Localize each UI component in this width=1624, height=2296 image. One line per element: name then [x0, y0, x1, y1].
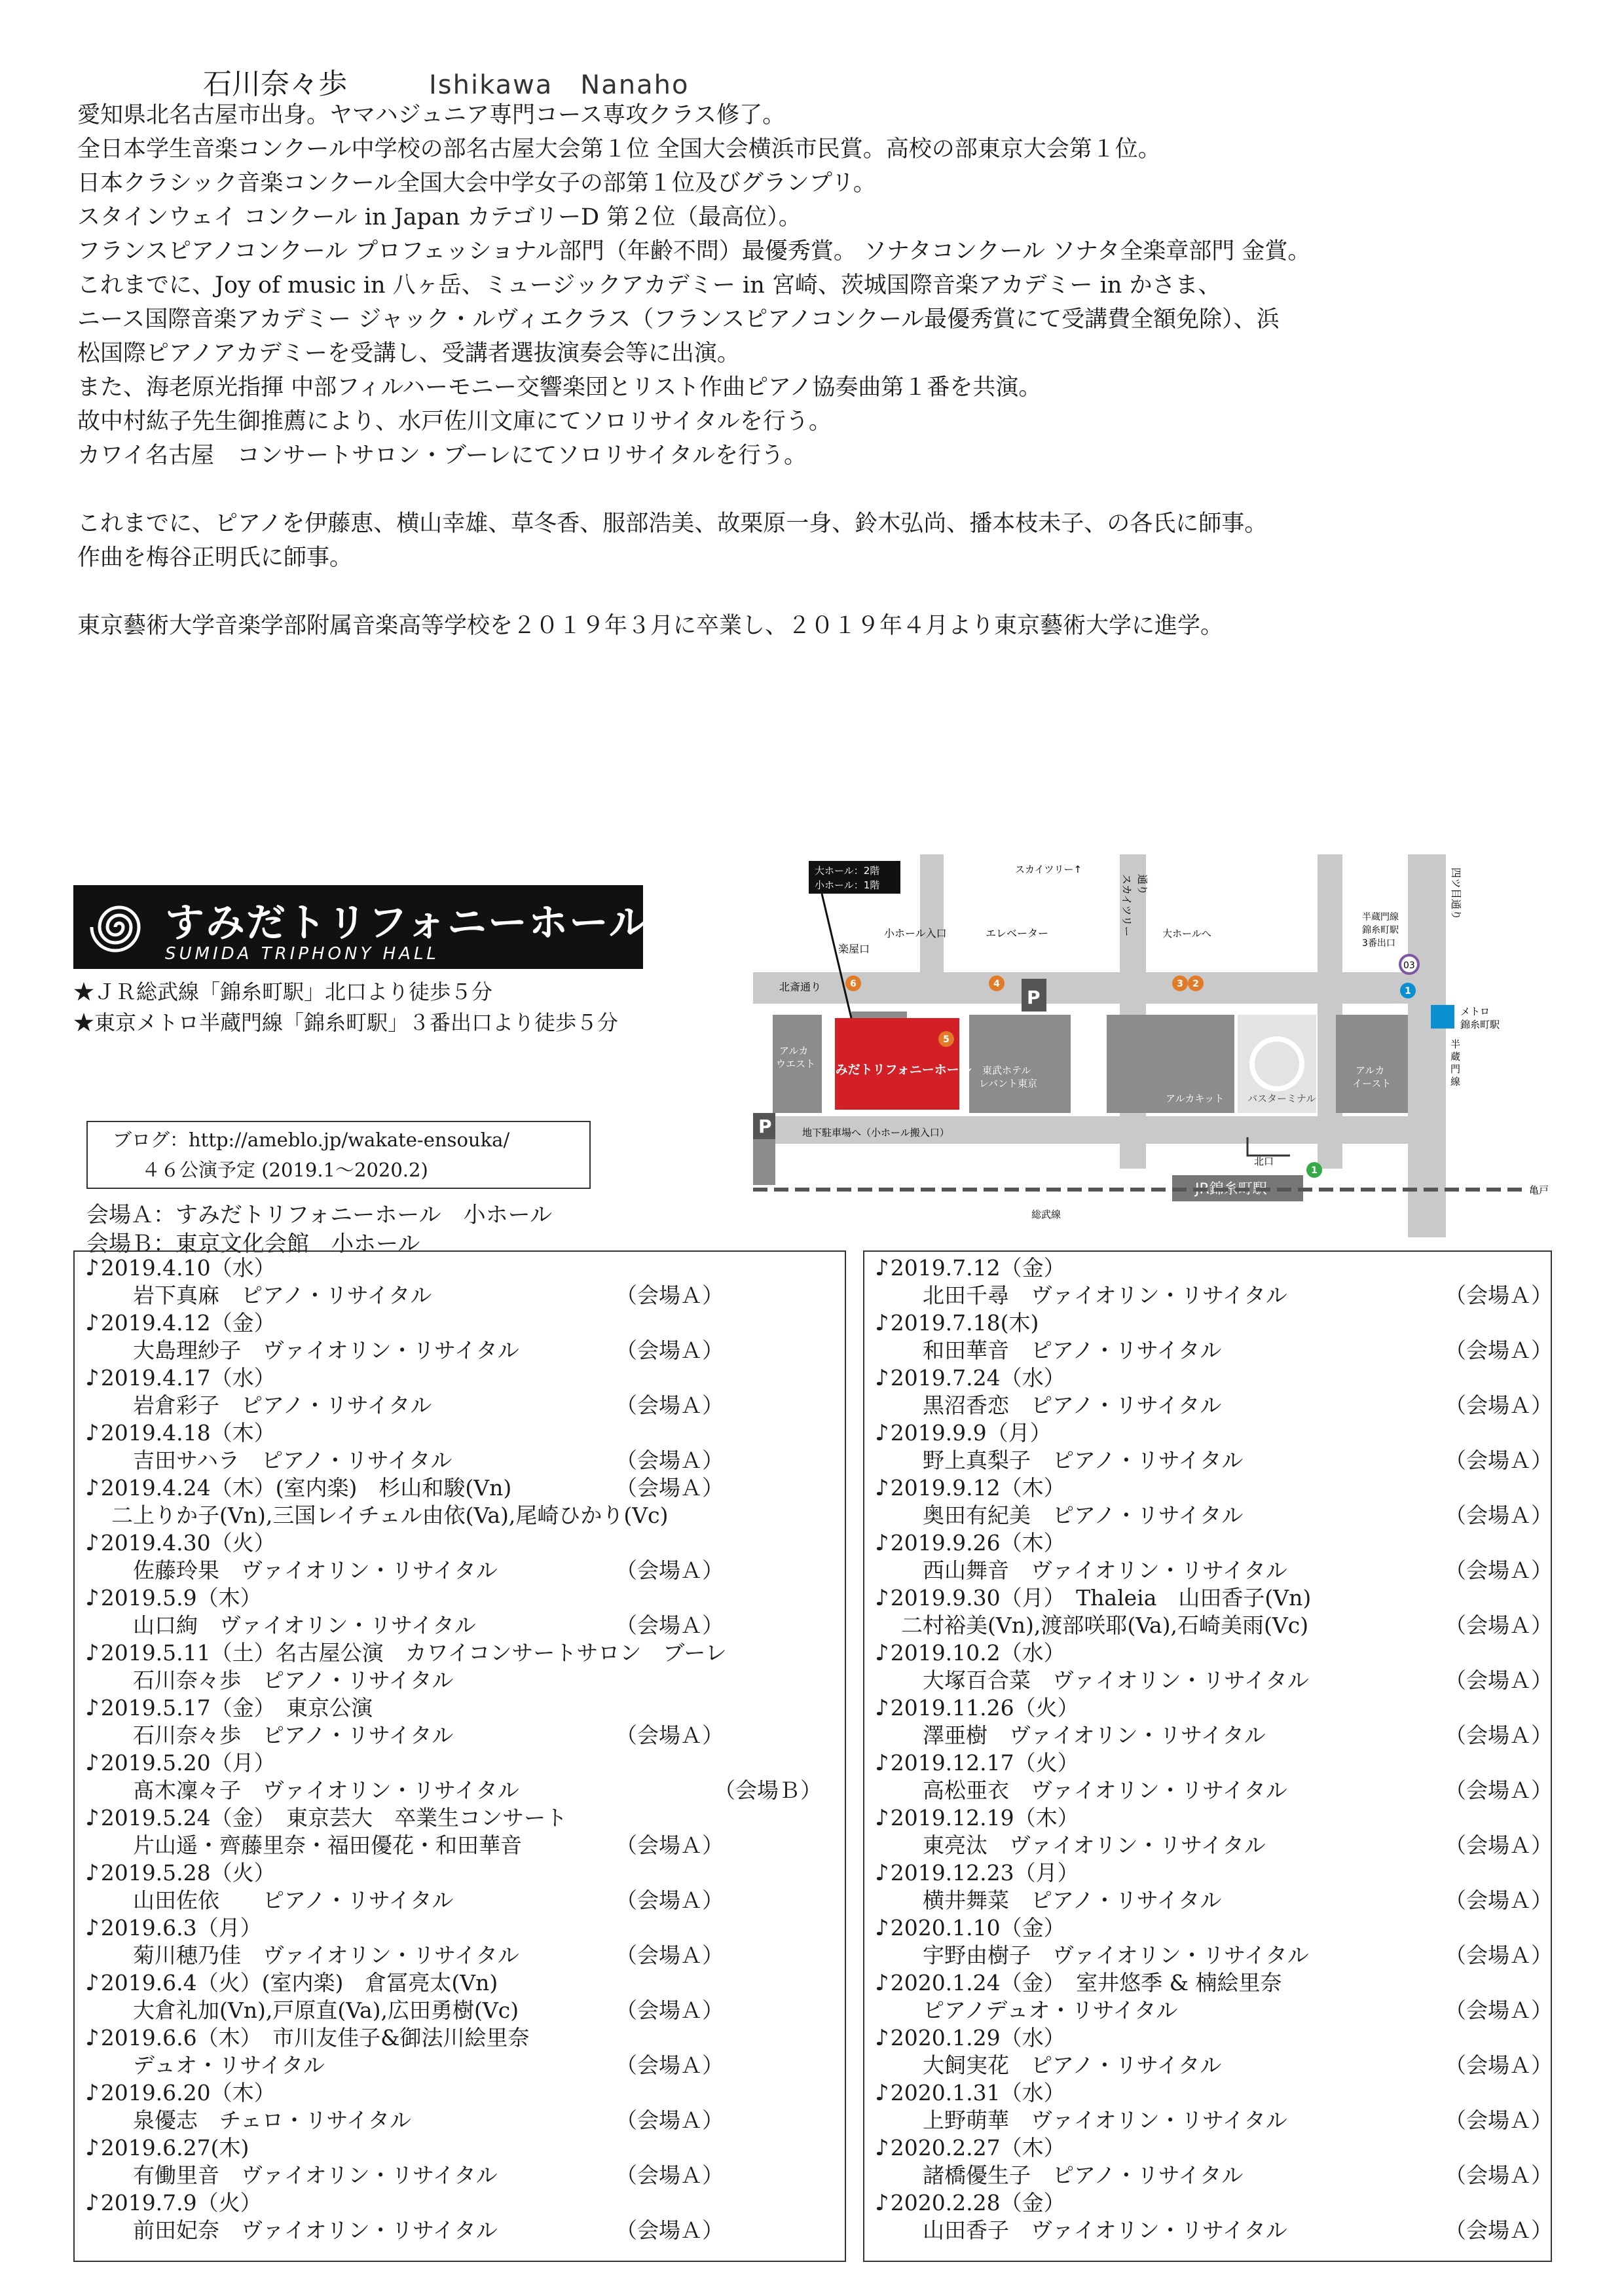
entry-performer: 宇野由樹子 ヴァイオリン・リサイタル	[901, 1942, 1309, 1968]
bio-line: また、海老原光指揮 中部フィルハーモニー交響楽団とリスト作曲ピアノ協奏曲第１番を共演。	[77, 374, 1042, 401]
arca-east-label-2: イースト	[1352, 1078, 1392, 1089]
kameido-label: 亀戸	[1529, 1184, 1549, 1196]
hanzomon-label: 半蔵門線	[1362, 912, 1399, 922]
entry-venue: （会場Ａ）	[1445, 1997, 1553, 2023]
entry-performer: 吉田サハラ ピアノ・リサイタル	[111, 1448, 452, 1473]
schedule-entry	[875, 1641, 1551, 1696]
road-north-1	[920, 854, 944, 972]
schedule-entry	[875, 1586, 1551, 1641]
entry-date: 2020.2.27（木）	[890, 2135, 1065, 2160]
entry-date: 2020.1.24（金） 室井悠季 & 楠絵里奈	[890, 1970, 1282, 1995]
schedule-entry	[85, 1916, 845, 1971]
arca-east-block	[1336, 1015, 1408, 1113]
bio-line: 故中村紘子先生御推薦により、水戸佐川文庫にてソロリサイタルを行う。	[77, 409, 832, 435]
access-map	[753, 854, 1581, 1237]
entry-date: 2020.1.10（金）	[890, 1915, 1065, 1941]
music-note-icon: ♪	[85, 1420, 100, 1446]
marker-4-label: 4	[993, 979, 1000, 989]
music-note-icon: ♪	[85, 2190, 100, 2216]
entry-date: 2019.10.2（水）	[890, 1640, 1065, 1666]
entry-date: 2019.6.4（火）(室内楽) 倉冨亮太(Vn)	[100, 1970, 498, 1995]
music-note-icon: ♪	[85, 1915, 100, 1941]
music-note-icon: ♪	[85, 2080, 100, 2106]
entry-performer: 東亮汰 ヴァイオリン・リサイタル	[901, 1832, 1266, 1858]
schedule-entry	[875, 2026, 1551, 2081]
blog-url[interactable]: ブログ：http://ameblo.jp/wakate-ensouka/	[113, 1129, 510, 1151]
entry-performer: 大塚百合菜 ヴァイオリン・リサイタル	[901, 1667, 1309, 1693]
music-note-icon: ♪	[85, 1475, 100, 1501]
hall-logo-english: SUMIDA TRIPHONY HALL	[165, 944, 439, 964]
access-metro: ★東京メトロ半蔵門線「錦糸町駅」３番出口より徒歩５分	[73, 1010, 619, 1035]
entry-venue: （会場Ａ）	[1445, 1722, 1553, 1748]
entry-performer: 大飼実花 ピアノ・リサイタル	[901, 2052, 1222, 2078]
entry-performer: 和田華音 ピアノ・リサイタル	[901, 1338, 1222, 1363]
music-note-icon: ♪	[875, 1475, 889, 1501]
entry-performer: 岩下真麻 ピアノ・リサイタル	[111, 1283, 432, 1308]
entry-performer: 奥田有紀美 ピアノ・リサイタル	[901, 1503, 1244, 1528]
entry-performer: 石川奈々歩 ピアノ・リサイタル	[111, 1722, 454, 1748]
entry-date: 2019.9.12（木）	[890, 1475, 1065, 1501]
to-main-hall-label: 大ホールへ	[1162, 928, 1211, 939]
schedule-entry	[85, 1696, 845, 1751]
hall-logo-mark-icon	[88, 896, 151, 958]
music-note-icon: ♪	[875, 2080, 889, 2106]
schedule-entry	[85, 2081, 845, 2136]
entry-venue: （会場Ｂ）	[714, 1777, 822, 1803]
schedule-entry	[875, 2081, 1551, 2136]
entry-venue: （会場Ａ）	[1445, 1777, 1553, 1803]
music-note-icon: ♪	[875, 1420, 889, 1446]
entry-performer: 二上りか子(Vn),三国レイチェル由依(Va),尾崎ひかり(Vc)	[111, 1503, 669, 1528]
entry-venue: （会場Ａ）	[1445, 1558, 1553, 1583]
entry-date: 2019.5.17（金） 東京公演	[100, 1695, 373, 1721]
schedule-entry	[85, 1476, 845, 1531]
entry-performer: 山田佐依 ピアノ・リサイタル	[111, 1887, 454, 1913]
schedule-entry	[875, 1366, 1551, 1421]
entry-date: 2020.1.29（水）	[890, 2025, 1065, 2050]
music-note-icon: ♪	[85, 1585, 100, 1611]
music-note-icon: ♪	[875, 1860, 889, 1886]
bio-line: フランスピアノコンクール プロフェッショナル部門（年齢不問）最優秀賞。 ソナタコンクール ソナタ全楽章部門 金賞。	[77, 238, 1311, 264]
music-note-icon: ♪	[875, 1365, 889, 1391]
entry-venue: （会場Ａ）	[616, 1722, 724, 1748]
schedule-entry	[85, 2026, 845, 2081]
bio-line: スタインウェイ コンクール in Japan カテゴリーD 第２位（最高位）。	[77, 204, 802, 230]
entry-date: 2019.11.26（火）	[890, 1695, 1079, 1721]
arca-kit-label: アルカキット	[1166, 1093, 1225, 1104]
entry-date: 2019.6.20（木）	[100, 2080, 276, 2105]
entry-venue: （会場Ａ）	[1445, 1283, 1553, 1308]
entry-date: 2019.7.18(木)	[890, 1310, 1039, 1336]
entry-venue: （会場Ａ）	[616, 1475, 724, 1501]
entry-performer: ピアノデュオ・リサイタル	[901, 1997, 1178, 2023]
entry-venue: （会場Ａ）	[616, 2107, 724, 2133]
entry-performer: 片山遥・齊藤里奈・福田優花・和田華音	[111, 1832, 522, 1858]
entry-date: 2019.6.3（月）	[100, 1915, 262, 1941]
hall-label: すみだトリフォニーホール	[822, 1063, 972, 1077]
music-note-icon: ♪	[875, 2135, 889, 2161]
schedule-entry	[85, 1806, 845, 1861]
entry-performer: デュオ・リサイタル	[111, 2052, 325, 2078]
music-note-icon: ♪	[85, 1860, 100, 1886]
entry-venue: （会場Ａ）	[616, 1448, 724, 1473]
venue-b: 会場Ｂ：東京文化会館 小ホール	[86, 1231, 420, 1257]
music-note-icon: ♪	[875, 1310, 889, 1336]
entry-date: 2019.7.12（金）	[890, 1255, 1065, 1281]
small-hall-entrance-label: 小ホール入口	[884, 927, 947, 939]
exit-03-label: 03	[1403, 960, 1415, 971]
entry-venue: （会場Ａ）	[616, 1613, 724, 1638]
entry-date: 2019.9.9（月）	[890, 1420, 1052, 1446]
bio-line: 作曲を梅谷正明氏に師事。	[77, 545, 353, 571]
schedule-count: ４６公演予定 (2019.1〜2020.2)	[141, 1159, 428, 1181]
biography	[77, 98, 1570, 643]
entry-venue: （会場Ａ）	[616, 1832, 724, 1858]
hall-logo-text: すみだトリフォニーホール	[165, 900, 650, 946]
schedule-entry	[875, 1476, 1551, 1531]
floor-note-1: 大ホール：2階	[815, 865, 880, 877]
schedule-entry	[85, 2136, 845, 2191]
entry-date: 2019.6.27(木)	[100, 2135, 249, 2160]
entry-date: 2019.12.23（月）	[890, 1860, 1079, 1886]
entry-venue: （会場Ａ）	[616, 1997, 724, 2023]
hanzomon-label-2: 錦糸町駅	[1362, 925, 1399, 936]
music-note-icon: ♪	[85, 1530, 100, 1556]
entry-performer: 菊川穂乃佳 ヴァイオリン・リサイタル	[111, 1942, 519, 1968]
hokusai-label: 北斎通り	[779, 981, 822, 993]
schedule-entry	[85, 1421, 845, 1476]
entry-date: 2019.5.28（火）	[100, 1860, 276, 1886]
music-note-icon: ♪	[85, 1365, 100, 1391]
music-note-icon: ♪	[85, 1970, 100, 1996]
jr-station-label: JR錦糸町駅	[1195, 1181, 1267, 1197]
entry-date: 2019.5.24（金） 東京芸大 卒業生コンサート	[100, 1805, 568, 1831]
entry-performer: 野上真梨子 ピアノ・リサイタル	[901, 1448, 1244, 1473]
gakuya-label: 楽屋口	[838, 943, 870, 955]
parking-sign-2-label: P	[1027, 987, 1041, 1008]
schedule-entry	[85, 1311, 845, 1366]
blog-box	[86, 1121, 591, 1189]
metro-label: メトロ	[1460, 1006, 1490, 1017]
entry-date: 2019.9.26（木）	[890, 1530, 1065, 1556]
schedule-entry	[85, 1751, 845, 1806]
underground-parking-label: 地下駐車場へ（小ホール搬入口）	[802, 1127, 950, 1139]
entry-date: 2020.1.31（水）	[890, 2080, 1065, 2105]
entry-date: 2019.7.9（火）	[100, 2190, 262, 2215]
entry-venue: （会場Ａ）	[1445, 1832, 1553, 1858]
music-note-icon: ♪	[875, 1970, 889, 1996]
entry-performer: 黒沼香恋 ピアノ・リサイタル	[901, 1393, 1222, 1418]
marker-3-label: 3	[1177, 979, 1183, 989]
artist-name-romaji: Ishikawa Nanaho	[429, 70, 690, 100]
schedule-entry	[85, 1861, 845, 1916]
schedule-entry	[875, 1806, 1551, 1861]
entry-performer: 前田妃奈 ヴァイオリン・リサイタル	[111, 2217, 498, 2243]
music-note-icon: ♪	[85, 1640, 100, 1666]
entry-performer: 二村裕美(Vn),渡部咲耶(Va),石崎美雨(Vc)	[901, 1613, 1309, 1638]
hanzomon-line-char-1: 半	[1450, 1038, 1461, 1050]
elevator-label: エレベーター	[986, 927, 1049, 939]
hotel-label-2: レバント東京	[979, 1078, 1037, 1089]
entry-venue: （会場Ａ）	[1445, 1942, 1553, 1968]
bio-line: これまでに、ピアノを伊藤恵、横山幸雄、草冬香、服部浩美、故栗原一身、鈴木弘尚、播本枝未子、の各氏に師事。	[77, 511, 1268, 537]
music-note-icon: ♪	[875, 1805, 889, 1831]
entry-venue: （会場Ａ）	[1445, 1667, 1553, 1693]
marker-5-label: 5	[943, 1034, 950, 1045]
bio-line: 愛知県北名古屋市出身。ヤマハジュニア専門コース専攻クラス修了。	[77, 102, 786, 128]
schedule-entry	[875, 1421, 1551, 1476]
entry-venue: （会場Ａ）	[616, 1393, 724, 1418]
skytree-street-label-2: 通り	[1136, 874, 1149, 896]
music-note-icon: ♪	[875, 1915, 889, 1941]
music-note-icon: ♪	[875, 1585, 889, 1611]
venue-a: 会場Ａ：すみだトリフォニーホール 小ホール	[86, 1202, 552, 1228]
entry-venue: （会場Ａ）	[616, 1942, 724, 1968]
north-exit-label: 北口	[1254, 1156, 1274, 1167]
entry-date: 2019.4.30（火）	[100, 1530, 276, 1556]
schedule-entry	[875, 1531, 1551, 1586]
bio-line: ニース国際音楽アカデミー ジャック・ルヴィエクラス（フランスピアノコンクール最優秀賞にて受講費全額免除）、浜	[77, 306, 1280, 333]
schedule-entry	[875, 1861, 1551, 1916]
schedule-entry	[85, 1256, 845, 1311]
bio-line: 全日本学生音楽コンクール中学校の部名古屋大会第１位 全国大会横浜市民賞。高校の部東京大会第１位。	[77, 136, 1161, 162]
bio-line	[77, 575, 1570, 609]
schedule-right	[863, 1250, 1552, 2262]
music-note-icon: ♪	[875, 1750, 889, 1776]
yotsume-road	[1408, 854, 1446, 1237]
entry-performer: 北田千尋 ヴァイオリン・リサイタル	[901, 1283, 1287, 1308]
entry-venue: （会場Ａ）	[1445, 2107, 1553, 2133]
entry-performer: 佐藤玲果 ヴァイオリン・リサイタル	[111, 1558, 498, 1583]
metro-label-2: 錦糸町駅	[1460, 1019, 1500, 1030]
hanzomon-label-3: 3番出口	[1362, 938, 1395, 949]
entry-venue: （会場Ａ）	[1445, 1338, 1553, 1363]
entry-venue: （会場Ａ）	[1445, 1503, 1553, 1528]
schedule-entry	[875, 1696, 1551, 1751]
schedule-entry	[85, 1366, 845, 1421]
metro-logo-icon	[1431, 1005, 1454, 1029]
entry-performer: 横井舞菜 ピアノ・リサイタル	[901, 1887, 1222, 1913]
entry-venue: （会場Ａ）	[616, 1558, 724, 1583]
bus-terminal-label: バスターミナル	[1247, 1093, 1316, 1104]
entry-venue: （会場Ａ）	[1445, 1887, 1553, 1913]
entry-date: 2019.12.19（木）	[890, 1805, 1079, 1831]
schedule-left	[73, 1250, 846, 2262]
schedule-entry	[875, 1916, 1551, 1971]
schedule-entry	[875, 1311, 1551, 1366]
arca-east-label: アルカ	[1356, 1065, 1385, 1076]
entry-date: 2019.5.9（木）	[100, 1585, 262, 1611]
schedule-entry	[85, 1586, 845, 1641]
schedule-entry	[85, 1971, 845, 2026]
schedule-entry	[875, 2191, 1551, 2246]
entry-date: 2019.4.18（木）	[100, 1420, 276, 1446]
entry-date: 2019.4.17（水）	[100, 1365, 276, 1391]
schedule-entry	[85, 2191, 845, 2246]
sobu-label: 総武線	[1031, 1209, 1061, 1220]
schedule-entry	[875, 1971, 1551, 2026]
marker-1-metro-label: 1	[1405, 986, 1411, 996]
schedule-entry	[85, 1531, 845, 1586]
entry-venue: （会場Ａ）	[616, 2217, 724, 2243]
music-note-icon: ♪	[875, 1530, 889, 1556]
entry-date: 2019.6.6（木） 市川友佳子&御法川絵里奈	[100, 2025, 530, 2050]
entry-performer: 山田香子 ヴァイオリン・リサイタル	[901, 2217, 1287, 2243]
entry-venue: （会場Ａ）	[616, 1887, 724, 1913]
entry-venue: （会場Ａ）	[616, 2162, 724, 2188]
parking-sign-label: P	[758, 1116, 772, 1137]
entry-performer: 上野萌華 ヴァイオリン・リサイタル	[901, 2107, 1287, 2133]
music-note-icon: ♪	[85, 1750, 100, 1776]
entry-performer: 髙木凜々子 ヴァイオリン・リサイタル	[111, 1777, 519, 1803]
hanzomon-line-char-3: 門	[1450, 1063, 1461, 1075]
floor-note-2: 小ホール：1階	[815, 879, 880, 891]
schedule-entry	[875, 1751, 1551, 1806]
entry-venue: （会場Ａ）	[1445, 2052, 1553, 2078]
entry-performer: 西山舞音 ヴァイオリン・リサイタル	[901, 1558, 1287, 1583]
music-note-icon: ♪	[85, 1255, 100, 1281]
music-note-icon: ♪	[875, 1255, 889, 1281]
bio-line: これまでに、Joy of music in 八ヶ岳、ミュージックアカデミー in 宮崎、茨城国際音楽アカデミー in かさま、	[77, 272, 1221, 299]
entry-performer: 山口絢 ヴァイオリン・リサイタル	[111, 1613, 476, 1638]
entry-date: 2020.2.28（金）	[890, 2190, 1065, 2215]
hotel-label: 東武ホテル	[982, 1065, 1031, 1076]
music-note-icon: ♪	[875, 2025, 889, 2051]
entry-date: 2019.4.12（金）	[100, 1310, 276, 1336]
entry-performer: 諸橋優生子 ピアノ・リサイタル	[901, 2162, 1244, 2188]
access-jr: ★ＪＲ総武線「錦糸町駅」北口より徒歩５分	[73, 979, 493, 1004]
music-note-icon: ♪	[85, 1805, 100, 1831]
music-note-icon: ♪	[85, 1695, 100, 1721]
artist-name: 石川奈々歩	[203, 67, 347, 101]
entry-performer: 岩倉彩子 ピアノ・リサイタル	[111, 1393, 432, 1418]
schedule-entry	[875, 2136, 1551, 2191]
hanzomon-line-char-2: 蔵	[1450, 1051, 1461, 1063]
entry-date: 2019.5.20（月）	[100, 1750, 276, 1776]
skytree-label: スカイツリー↑	[1015, 864, 1082, 875]
music-note-icon: ♪	[85, 2025, 100, 2051]
bio-line: 日本クラシック音楽コンクール全国大会中学女子の部第１位及びグランプリ。	[77, 170, 876, 196]
music-note-icon: ♪	[875, 1640, 889, 1666]
bio-line: カワイ名古屋 コンサートサロン・ブーレにてソロリサイタルを行う。	[77, 443, 807, 469]
yotsume-label: 四ツ目通り	[1450, 867, 1462, 920]
entry-venue: （会場Ａ）	[1445, 2217, 1553, 2243]
entry-performer: 大倉礼加(Vn),戸原直(Va),広田勇樹(Vc)	[111, 1997, 519, 2023]
entry-date: 2019.9.30（月） Thaleia 山田香子(Vn)	[890, 1585, 1312, 1611]
arca-west-label-2: ウエスト	[776, 1058, 816, 1070]
marker-1-jr-label: 1	[1311, 1165, 1318, 1176]
entry-venue: （会場Ａ）	[1445, 1448, 1553, 1473]
marker-6-label: 6	[850, 979, 857, 989]
entry-performer: 泉優志 チェロ・リサイタル	[111, 2107, 412, 2133]
hanzomon-line-char-4: 線	[1450, 1076, 1461, 1087]
entry-performer: 高松亜衣 ヴァイオリン・リサイタル	[901, 1777, 1287, 1803]
bio-line: 松国際ピアノアカデミーを受講し、受講者選抜演奏会等に出演。	[77, 340, 740, 367]
entry-performer: 有働里音 ヴァイオリン・リサイタル	[111, 2162, 498, 2188]
hotel-block	[969, 1015, 1071, 1113]
music-note-icon: ♪	[85, 2135, 100, 2161]
entry-venue: （会場Ａ）	[616, 1283, 724, 1308]
schedule-entry	[85, 1641, 845, 1696]
marker-2-label: 2	[1192, 979, 1199, 989]
music-note-icon: ♪	[875, 1695, 889, 1721]
entry-performer: 澤亜樹 ヴァイオリン・リサイタル	[901, 1722, 1266, 1748]
arca-west-label: アルカ	[779, 1045, 809, 1057]
bio-line	[77, 473, 1570, 507]
entry-venue: （会場Ａ）	[1445, 2162, 1553, 2188]
schedule-entry	[875, 1256, 1551, 1311]
entry-venue: （会場Ａ）	[616, 2052, 724, 2078]
entry-venue: （会場Ａ）	[616, 1338, 724, 1363]
music-note-icon: ♪	[85, 1310, 100, 1336]
entry-date: 2019.5.11（土）名古屋公演 カワイコンサートサロン ブーレ	[100, 1640, 727, 1666]
entry-date: 2019.12.17（火）	[890, 1750, 1079, 1776]
hall-logo	[73, 885, 650, 969]
music-note-icon: ♪	[875, 2190, 889, 2216]
entry-performer: 大島理紗子 ヴァイオリン・リサイタル	[111, 1338, 519, 1363]
bio-line: 東京藝術大学音楽学部附属音楽高等学校を２０１９年３月に卒業し、２０１９年４月より東京藝術大学に進学。	[77, 613, 1224, 639]
entry-date: 2019.7.24（水）	[890, 1365, 1065, 1391]
entry-date: 2019.4.10（水）	[100, 1255, 276, 1281]
skytree-street-label: スカイツリー	[1120, 874, 1133, 937]
entry-venue: （会場Ａ）	[1445, 1613, 1553, 1638]
entry-venue: （会場Ａ）	[1445, 1393, 1553, 1418]
entry-date: 2019.4.24（木）(室内楽) 杉山和駿(Vn)	[100, 1475, 512, 1501]
entry-performer: 石川奈々歩 ピアノ・リサイタル	[111, 1667, 454, 1693]
